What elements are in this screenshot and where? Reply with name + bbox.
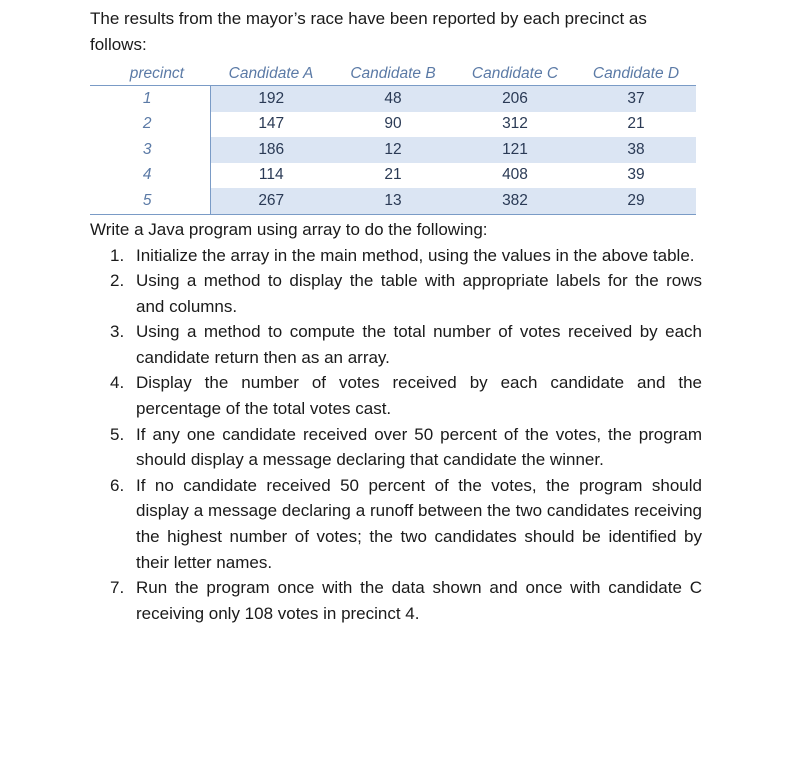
list-item bbox=[90, 243, 702, 269]
list-text: Run the program once with the data shown and once with candidate C receiving only 108 votes in precinct 4. bbox=[136, 578, 702, 623]
list-item bbox=[90, 370, 702, 421]
table-row bbox=[90, 86, 696, 112]
table-cell: 37 bbox=[576, 86, 696, 112]
intro-paragraph: The results from the mayor’s race have been reported by each precinct as follows: bbox=[90, 9, 647, 54]
header-candidate-a: Candidate A bbox=[210, 62, 332, 86]
table-cell: 48 bbox=[332, 86, 454, 112]
instructions-lead: Write a Java program using array to do the following: bbox=[90, 219, 488, 239]
table-cell: 121 bbox=[454, 137, 576, 163]
table-cell: 192 bbox=[210, 86, 332, 112]
table-cell: 13 bbox=[332, 188, 454, 214]
list-text: If any one candidate received over 50 percent of the votes, the program should display a message declaring that candidate the winner. bbox=[136, 424, 702, 470]
document-page bbox=[90, 6, 702, 626]
table-row bbox=[90, 137, 696, 163]
list-text: Using a method to compute the total number of votes received by each candidate return then as an array. bbox=[136, 322, 702, 367]
table-cell: 312 bbox=[502, 115, 528, 133]
table-cell: 39 bbox=[627, 166, 645, 184]
precinct-cell: 5 bbox=[90, 188, 210, 214]
list-text: Display the number of votes received by each candidate and the percentage of the total votes cast. bbox=[136, 373, 702, 419]
table-row bbox=[90, 163, 696, 189]
list-item bbox=[90, 422, 702, 473]
list-number: 3. bbox=[110, 322, 125, 342]
list-number: 2. bbox=[110, 271, 125, 291]
votes-table bbox=[90, 62, 696, 215]
table-row bbox=[90, 112, 696, 138]
header-candidate-c: Candidate C bbox=[454, 62, 576, 86]
list-number: 5. bbox=[110, 424, 125, 444]
header-precinct: precinct bbox=[90, 62, 210, 86]
precinct-cell: 2 bbox=[90, 112, 210, 138]
table-cell: 12 bbox=[332, 137, 454, 163]
list-number: 1. bbox=[110, 245, 125, 265]
table-cell: 21 bbox=[627, 115, 645, 133]
list-text: Initialize the array in the main method, using the values in the above table. bbox=[136, 245, 695, 265]
table-cell: 206 bbox=[454, 86, 576, 112]
list-item bbox=[90, 575, 702, 626]
table-cell: 90 bbox=[384, 115, 402, 133]
table-cell: 267 bbox=[210, 188, 332, 214]
table-cell: 21 bbox=[384, 166, 402, 184]
list-item bbox=[90, 473, 702, 575]
table-cell: 38 bbox=[576, 137, 696, 163]
list-item bbox=[90, 319, 702, 370]
table-cell: 114 bbox=[258, 166, 284, 184]
list-number: 7. bbox=[110, 578, 125, 598]
table-cell: 382 bbox=[454, 188, 576, 214]
list-number: 4. bbox=[110, 373, 125, 393]
table-header-row bbox=[90, 62, 696, 86]
table-cell: 29 bbox=[576, 188, 696, 214]
header-candidate-b: Candidate B bbox=[332, 62, 454, 86]
precinct-cell: 3 bbox=[90, 137, 210, 163]
table-row bbox=[90, 188, 696, 214]
table-cell: 408 bbox=[502, 166, 528, 184]
list-item bbox=[90, 268, 702, 319]
list-text: If no candidate received 50 percent of the votes, the program should display a message declaring a runoff between the two candidates receiving the highest number of votes; the two candidates should be identified by their letter names. bbox=[136, 475, 702, 572]
header-candidate-d: Candidate D bbox=[576, 62, 696, 86]
precinct-cell: 1 bbox=[90, 86, 210, 112]
precinct-cell: 4 bbox=[90, 163, 210, 189]
table-cell: 186 bbox=[210, 137, 332, 163]
list-number: 6. bbox=[110, 475, 125, 495]
task-list bbox=[90, 243, 702, 627]
table-cell: 147 bbox=[258, 115, 285, 133]
list-text: Using a method to display the table with appropriate labels for the rows and columns. bbox=[136, 271, 702, 316]
